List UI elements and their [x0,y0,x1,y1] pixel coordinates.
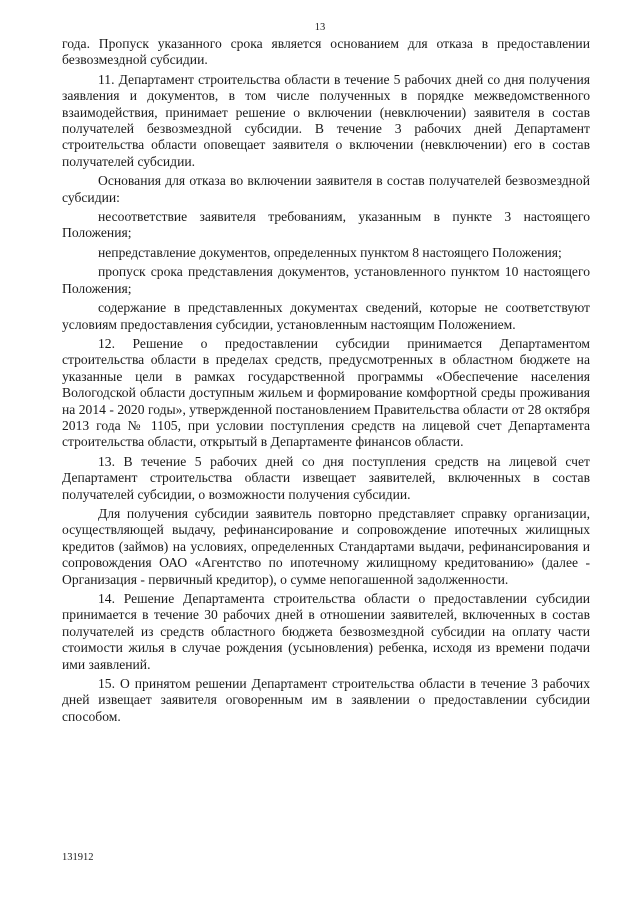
list-item-ground-2: непредставление документов, определенных пунктом 8 настоящего Положения; [98,244,562,260]
paragraph-14: 14. Решение Департамента строительства области о предоставлении субсидии принимается в течение 30 рабочих дней в отношении заявителей, включенных в состав получателей из средств областного бюджета безвозмездной субсидии на оплату части стоимости жилья в случае рождения (усыновления) ребенка, исходя из времени подачи ими заявлений. [62,591,590,672]
document-body [62,36,590,728]
list-item-ground-3: пропуск срока представления документов, установленного пунктом 10 настоящего Положения; [62,264,590,296]
paragraph-12: 12. Решение о предоставлении субсидии принимается Департаментом строительства области в пределах средств, предусмотренных в областном бюджете на указанные цели в рамках государственной программы «Обеспечение населения Вологодской области доступным жильем и формирование комфортной среды проживания на 2014 - 2020 годы», утвержденной постановлением Правительства области от 28 октября 2013 года № 1105, при условии поступления средств на лицевой счет Департамента строительства области, открытый в Департаменте финансов области. [62,335,590,450]
page-number: 13 [314,22,326,33]
list-item-ground-1: несоответствие заявителя требованиям, указанным в пункте 3 настоящего Положения; [62,209,590,241]
paragraph-refusal-grounds: Основания для отказа во включении заявителя в состав получателей безвозмездной субсидии: [62,173,590,205]
paragraph-11: 11. Департамент строительства области в течение 5 рабочих дней со дня получения заявления и документов, в том числе полученных в порядке межведомственного взаимодействия, принимает решение о включении (невключении) заявителя в состав получателей безвозмездной субсидии. В течение 3 рабочих дней Департамент строительства области оповещает заявителя о включении (невключении) его в состав получателей субсидии. [62,71,590,169]
paragraph-continuation: года. Пропуск указанного срока является основанием для отказа в предоставлении безвозмездной субсидии. [62,36,590,68]
list-item-ground-4: содержание в представленных документах сведений, которые не соответствуют условиям предоставления субсидии, установленным настоящим Положением. [62,300,590,332]
paragraph-13-certificate: Для получения субсидии заявитель повторно представляет справку организации, осуществляющей выдачу, рефинансирование и сопровождение ипотечных жилищных кредитов (займов) на условиях, определенных Стандартами выдачи, рефинансирования и сопровождения ОАО «Агентство по ипотечному жилищному кредитованию» (далее - Организация - первичный кредитор), о сумме непогашенной задолженности. [62,505,590,587]
paragraph-15: 15. О принятом решении Департамент строительства области в течение 3 рабочих дней извещает заявителя оговоренным им в заявлении о предоставлении субсидии способом. [62,676,590,724]
paragraph-13: 13. В течение 5 рабочих дней со дня поступления средств на лицевой счет Департамент строительства области извещает заявителей, включенных в состав получателей субсидии, о возможности получения субсидии. [62,453,590,502]
document-code: 131912 [62,852,94,863]
